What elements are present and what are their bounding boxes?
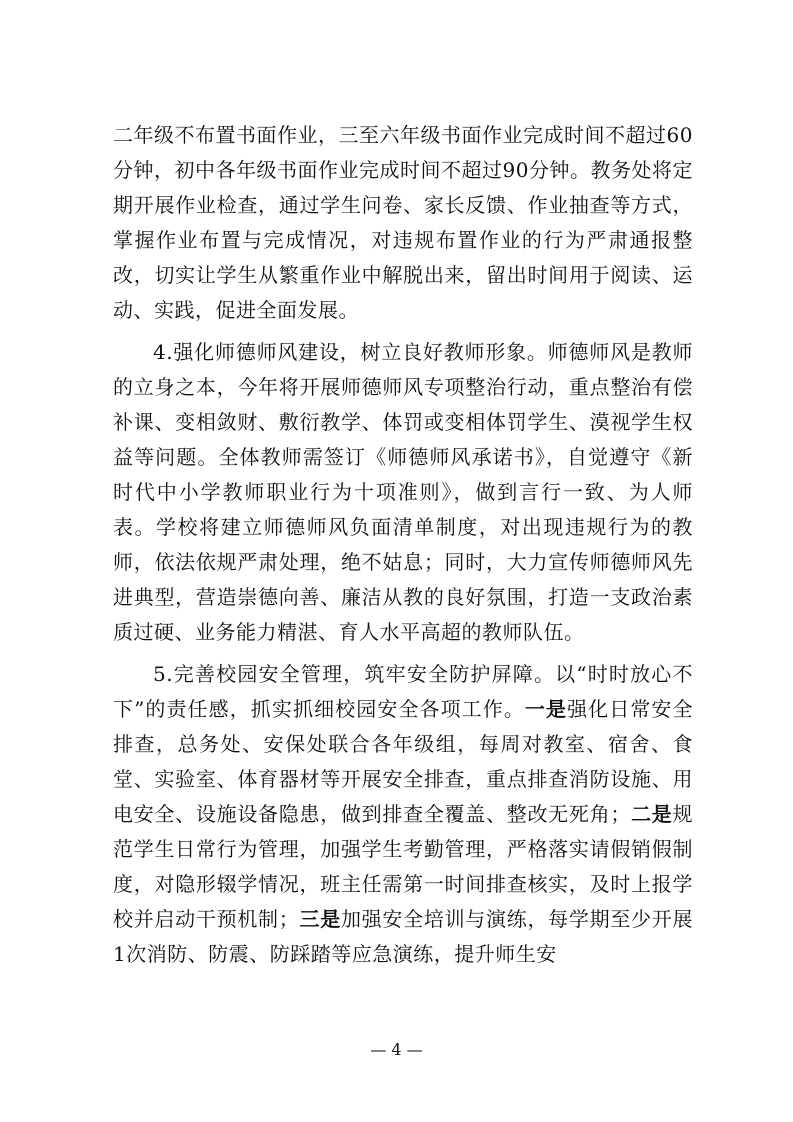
emphasis-first: 一是	[524, 697, 568, 721]
emphasis-second: 二是	[630, 802, 673, 826]
paragraph-teacher-ethics	[113, 335, 693, 650]
emphasis-third: 三是	[299, 907, 341, 931]
paragraph-text: 加强安全培训与演练，每学期至少开展1次消防、防震、防踩踏等应急演练，提升师生安	[113, 907, 694, 966]
paragraph-text: 规范学生日常行为管理，加强学生考勤管理，严格落实请假销假制度，对隐形辍学情况，班主任需第一时间排查核实，及时上报学校并启动干预机制；	[113, 802, 694, 931]
page-number: — 4 —	[370, 1040, 423, 1059]
paragraph-homework-continuation	[113, 118, 693, 328]
paragraph-text: 5.完善校园安全管理，筑牢安全防护屏障。以“时时放心不下”的责任感，抓实抓细校园安全各项工作。	[113, 662, 693, 721]
paragraph-text: 二年级不布置书面作业，三至六年级书面作业完成时间不超过60分钟，初中各年级书面作业完成时间不超过90分钟。教务处将定期开展作业检查，通过学生问卷、家长反馈、作业抽查等方式，掌握作业布置与完成情况，对违规布置作业的行为严肃通报整改，切实让学生从繁重作业中解脱出来，留出时间用于阅读、运动、实践，促进全面发展。	[113, 123, 693, 322]
body-text	[113, 118, 693, 972]
paragraph-text: 强化日常安全排查，总务处、安保处联合各年级组，每周对教室、宿舍、食堂、实验室、体育器材等开展安全排查，重点排查消防设施、用电安全、设施设备隐患，做到排查全覆盖、整改无死角；	[113, 697, 693, 826]
paragraph-text: 4.强化师德师风建设，树立良好教师形象。师德师风是教师的立身之本，今年将开展师德师风专项整治行动，重点整治有偿补课、变相敛财、敷衍教学、体罚或变相体罚学生、漠视学生权益等问题。全体教师需签订《师德师风承诺书》，自觉遵守《新时代中小学教师职业行为十项准则》，做到言行一致、为人师表。学校将建立师德师风负面清单制度，对出现违规行为的教师，依法依规严肃处理，绝不姑息；同时，大力宣传师德师风先进典型，营造崇德向善、廉洁从教的良好氛围，打造一支政治素质过硬、业务能力精湛、育人水平高超的教师队伍。	[113, 340, 693, 644]
paragraph-campus-safety	[113, 657, 693, 972]
